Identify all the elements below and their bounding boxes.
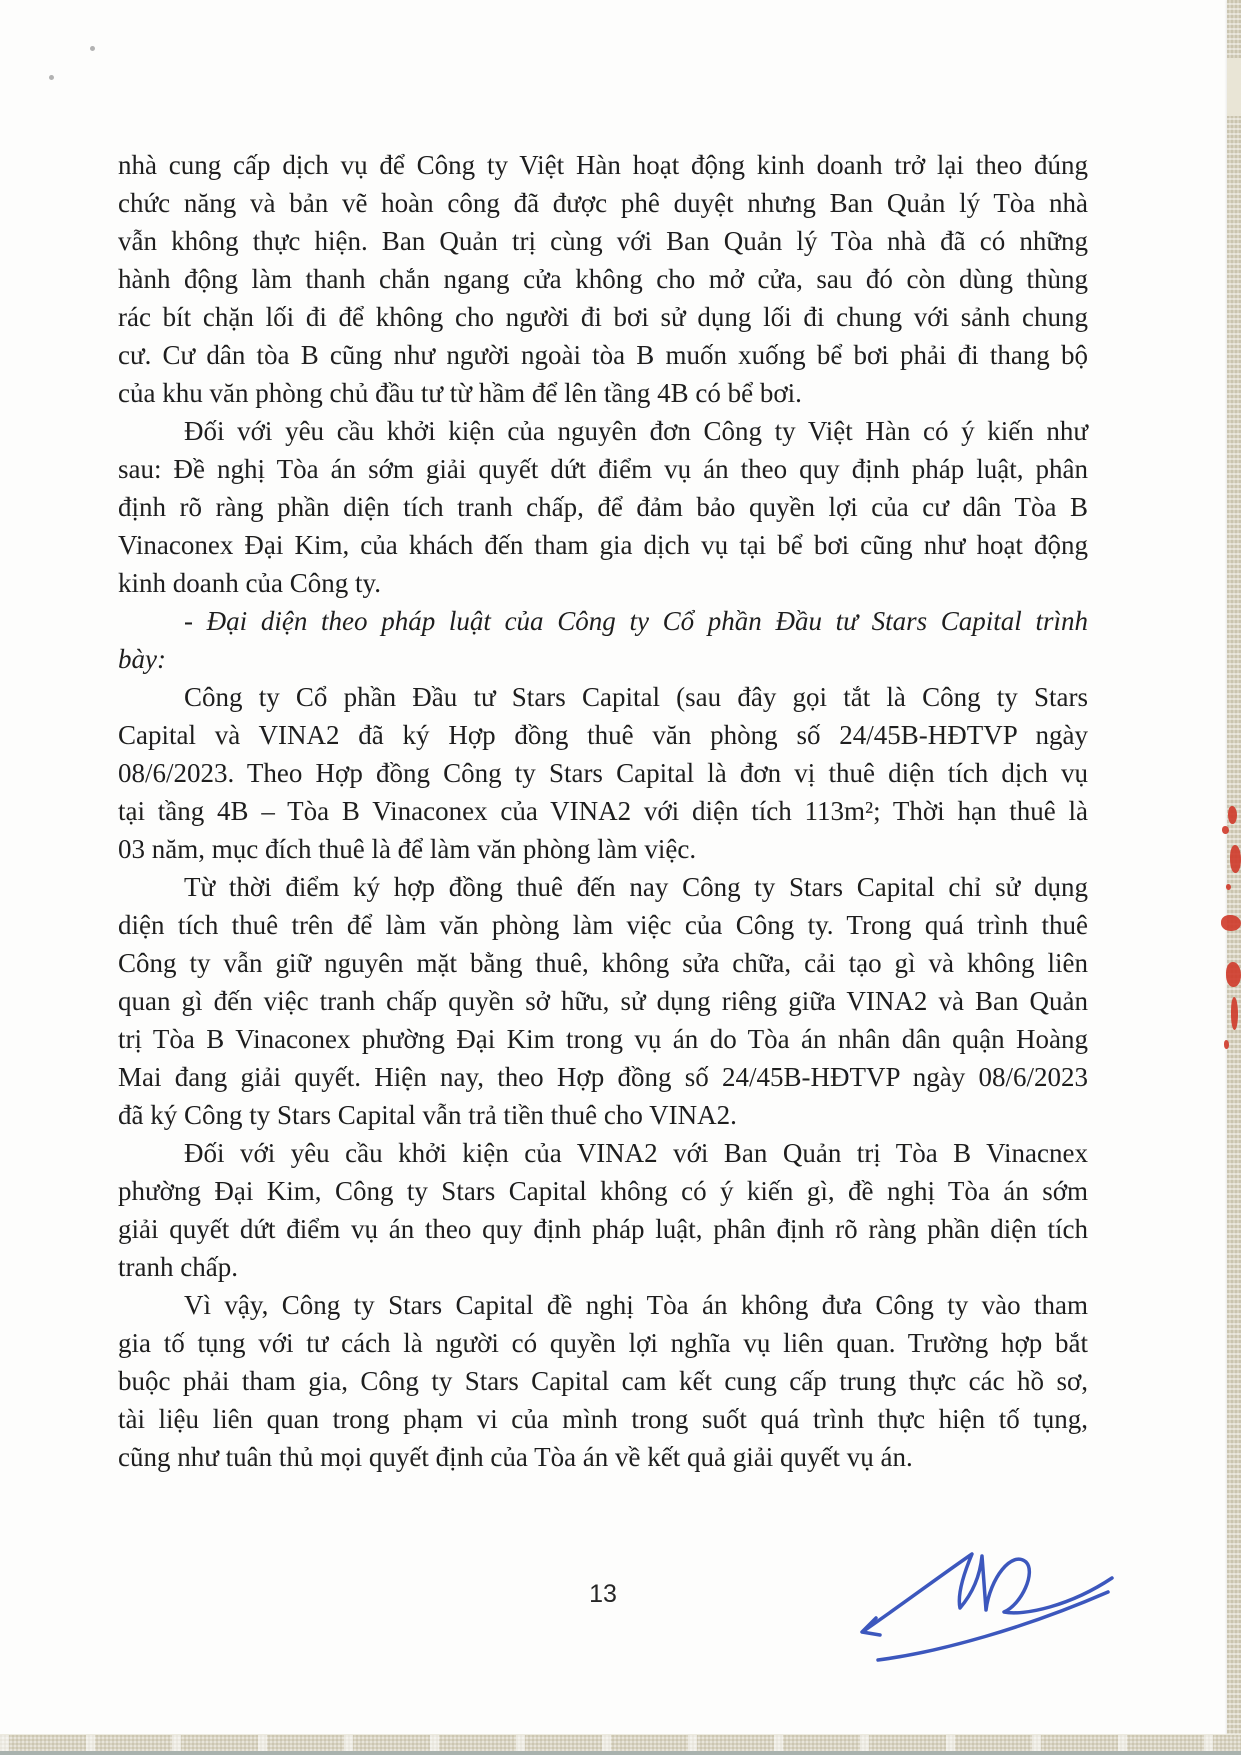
text-line: Từ thời điểm ký hợp đồng thuê đến nay Công ty Stars Capital chỉ sử dụng bbox=[184, 872, 1088, 902]
text-line: cư. Cư dân tòa B cũng như người ngoài tòa B muốn xuống bể bơi phải đi thang bộ bbox=[118, 340, 1088, 370]
text-line: Đối với yêu cầu khởi kiện của nguyên đơn Công ty Việt Hàn có ý kiến như bbox=[184, 416, 1088, 446]
text-line: 08/6/2023. Theo Hợp đồng Công ty Stars Capital là đơn vị thuê diện tích dịch vụ bbox=[118, 758, 1088, 788]
paragraph bbox=[118, 146, 1088, 412]
red-ink-mark bbox=[1230, 845, 1241, 873]
text-line: sau: Đề nghị Tòa án sớm giải quyết dứt điểm vụ án theo quy định pháp luật, phân bbox=[118, 454, 1088, 484]
text-line: Mai đang giải quyết. Hiện nay, theo Hợp đồng số 24/45B-HĐTVP ngày 08/6/2023 bbox=[118, 1062, 1088, 1092]
text-line: buộc phải tham gia, Công ty Stars Capital cam kết cung cấp trung thực các hồ sơ, bbox=[118, 1366, 1088, 1396]
text-line: giải quyết dứt điểm vụ án theo quy định pháp luật, phân định rõ ràng phần diện tích bbox=[118, 1214, 1088, 1244]
dust-speck bbox=[49, 75, 54, 80]
red-ink-mark bbox=[1222, 826, 1229, 834]
page-number: 13 bbox=[589, 1580, 617, 1608]
text-line: 03 năm, mục đích thuê là để làm văn phòng làm việc. bbox=[118, 834, 697, 864]
text-line: tài liệu liên quan trong phạm vi của mình trong suốt quá trình thực hiện tố tụng, bbox=[118, 1404, 1088, 1434]
red-ink-mark bbox=[1224, 1040, 1229, 1049]
text-line: định rõ ràng phần diện tích tranh chấp, để đảm bảo quyền lợi của cư dân Tòa B bbox=[118, 492, 1088, 522]
text-line: cũng như tuân thủ mọi quyết định của Tòa án về kết quả giải quyết vụ án. bbox=[118, 1442, 913, 1472]
text-line: Công ty vẫn giữ nguyên mặt bằng thuê, không sửa chữa, cải tạo gì và không liên bbox=[118, 948, 1088, 978]
red-ink-mark bbox=[1231, 997, 1238, 1030]
text-line: vẫn không thực hiện. Ban Quản trị cùng với Ban Quản lý Tòa nhà đã có những bbox=[118, 226, 1088, 256]
document-body-text bbox=[118, 146, 1088, 1476]
text-line: chức năng và bản vẽ hoàn công đã được phê duyệt nhưng Ban Quản lý Tòa nhà bbox=[118, 188, 1088, 218]
red-ink-mark bbox=[1221, 915, 1241, 931]
scan-edge-bottom bbox=[0, 1734, 1241, 1755]
scan-edge-light-patch bbox=[1227, 58, 1241, 116]
red-ink-mark bbox=[1226, 884, 1231, 890]
text-line: phường Đại Kim, Công ty Stars Capital không có ý kiến gì, đề nghị Tòa án sớm bbox=[118, 1176, 1088, 1206]
paragraph bbox=[118, 868, 1088, 1134]
text-line: đã ký Công ty Stars Capital vẫn trả tiền thuê cho VINA2. bbox=[118, 1100, 737, 1130]
text-line: Vinaconex Đại Kim, của khách đến tham gia dịch vụ tại bể bơi cũng như hoạt động bbox=[118, 530, 1088, 560]
red-ink-mark bbox=[1228, 806, 1237, 824]
paragraph bbox=[118, 1286, 1088, 1476]
paragraph bbox=[118, 1134, 1088, 1286]
text-line: gia tố tụng với tư cách là người có quyền lợi nghĩa vụ liên quan. Trường hợp bắt bbox=[118, 1328, 1088, 1358]
text-line: - Đại diện theo pháp luật của Công ty Cổ phần Đầu tư Stars Capital trình bbox=[184, 606, 1088, 636]
text-line: Vì vậy, Công ty Stars Capital đề nghị Tòa án không đưa Công ty vào tham bbox=[184, 1290, 1088, 1320]
text-line: hành động làm thanh chắn ngang cửa không cho mở cửa, sau đó còn dùng thùng bbox=[118, 264, 1088, 294]
text-line: Công ty Cổ phần Đầu tư Stars Capital (sau đây gọi tắt là Công ty Stars bbox=[184, 682, 1088, 712]
paragraph bbox=[118, 412, 1088, 602]
text-line: kinh doanh của Công ty. bbox=[118, 568, 381, 598]
text-line: tranh chấp. bbox=[118, 1252, 238, 1282]
signature-main-stroke bbox=[865, 1554, 1112, 1630]
signature bbox=[840, 1518, 1140, 1678]
text-line: nhà cung cấp dịch vụ để Công ty Việt Hàn hoạt động kinh doanh trở lại theo đúng bbox=[118, 150, 1088, 180]
scan-edge-right bbox=[1227, 0, 1241, 1755]
text-line: Đối với yêu cầu khởi kiện của VINA2 với Ban Quản trị Tòa B Vinacnex bbox=[184, 1138, 1088, 1168]
paragraph bbox=[118, 678, 1088, 868]
text-line: rác bít chặn lối đi để không cho người đi bơi sử dụng lối đi chung với sảnh chung bbox=[118, 302, 1088, 332]
signature-underline-stroke bbox=[878, 1592, 1108, 1660]
red-ink-mark bbox=[1226, 962, 1241, 987]
text-line: bày: bbox=[118, 644, 166, 674]
text-line: Capital và VINA2 đã ký Hợp đồng thuê văn phòng số 24/45B-HĐTVP ngày bbox=[118, 720, 1088, 750]
scan-edge-shadow bbox=[0, 1751, 1241, 1755]
text-line: của khu văn phòng chủ đầu tư từ hầm để lên tầng 4B có bể bơi. bbox=[118, 378, 802, 408]
dust-speck bbox=[90, 46, 95, 51]
text-line: diện tích thuê trên để làm văn phòng làm việc của Công ty. Trong quá trình thuê bbox=[118, 910, 1088, 940]
text-line: tại tầng 4B – Tòa B Vinaconex của VINA2 với diện tích 113m²; Thời hạn thuê là bbox=[118, 796, 1088, 826]
text-line: quan gì đến việc tranh chấp quyền sở hữu, sử dụng riêng giữa VINA2 và Ban Quản bbox=[118, 986, 1088, 1016]
text-line: trị Tòa B Vinaconex phường Đại Kim trong vụ án do Tòa án nhân dân quận Hoàng bbox=[118, 1024, 1088, 1054]
paragraph bbox=[118, 602, 1088, 678]
